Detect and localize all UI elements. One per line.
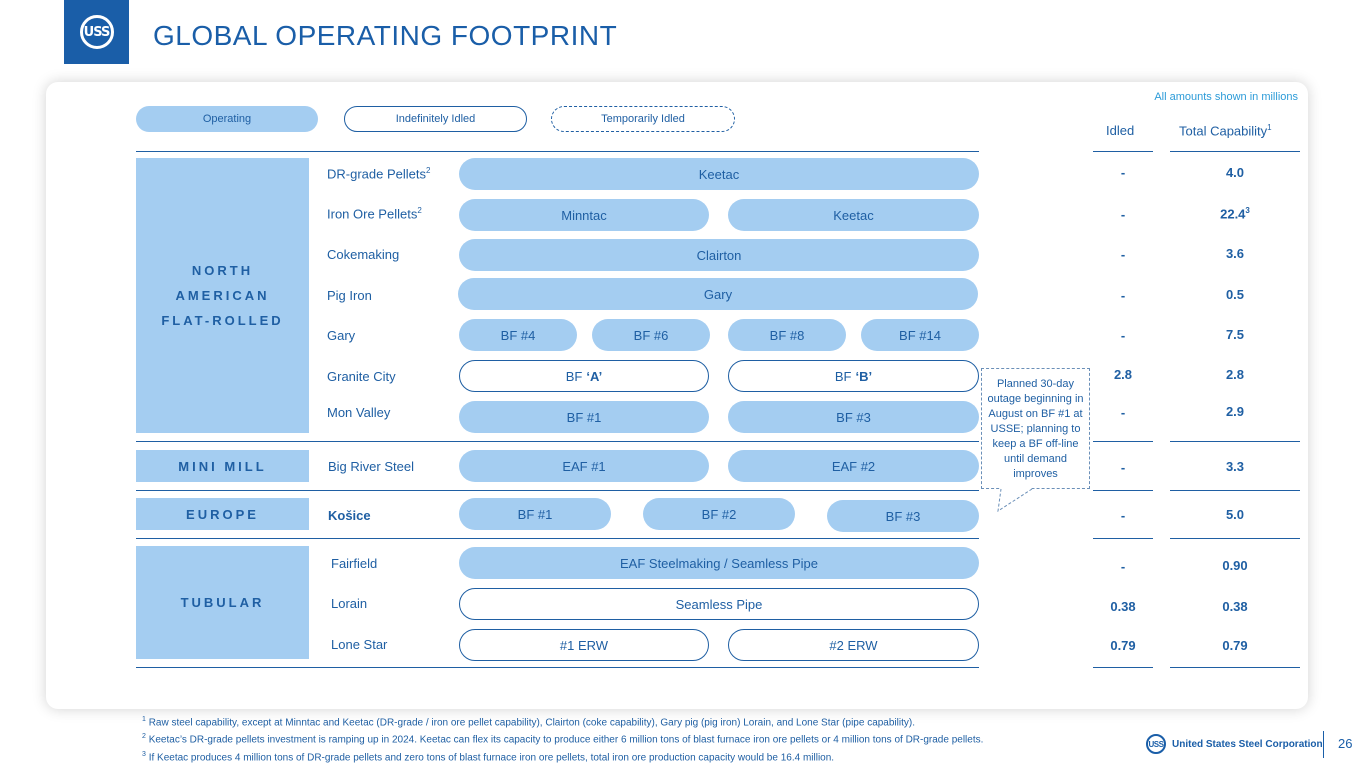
divider: [1170, 538, 1300, 539]
furnace-bf-14: BF #14: [861, 319, 979, 351]
segment-europe: EUROPE: [136, 498, 309, 530]
facility-clairton: Clairton: [459, 239, 979, 271]
divider: [1093, 151, 1153, 152]
uss-logo-small: USS: [1146, 734, 1166, 754]
idled-value: 2.8: [1113, 367, 1133, 382]
idled-value: -: [1120, 508, 1126, 523]
divider: [1170, 490, 1300, 491]
furnace-bf-6: BF #6: [592, 319, 710, 351]
idled-value: -: [1120, 559, 1126, 574]
footnote-3: $^3$ If Keetac produces 4 million tons of DR-grade pellets and zero tons of blast furnace iron ore pellets, total iron ore production capacity would be 16.4 million.: [142, 750, 835, 763]
idled-value: -: [1120, 247, 1126, 262]
total-value: 22.4$^3$: [1220, 206, 1250, 222]
furnace-bf-a: BF ‘A’: [459, 360, 709, 392]
furnace-bf-b: BF ‘B’: [728, 360, 979, 392]
furnace-eaf-2: EAF #2: [728, 450, 979, 482]
divider: [1093, 441, 1153, 442]
row-label-mon-valley: Mon Valley: [327, 405, 391, 420]
segment-mini-mill: MINI MILL: [136, 450, 309, 482]
uss-logo-mark: USS: [80, 15, 114, 49]
total-value: 5.0: [1225, 507, 1245, 522]
total-value: 3.6: [1225, 246, 1245, 261]
footer-divider: [1323, 731, 1324, 758]
row-label-lorain: Lorain: [331, 596, 368, 611]
row-label-pig-iron: Pig Iron: [327, 288, 372, 303]
idled-value: -: [1120, 207, 1126, 222]
page-title: GLOBAL OPERATING FOOTPRINT: [153, 20, 618, 51]
column-header-total-capability: Total Capability$^1$: [1179, 123, 1272, 139]
divider: [1093, 667, 1153, 668]
total-value: 3.3: [1225, 459, 1245, 474]
idled-value: -: [1120, 405, 1126, 420]
outage-callout: Planned 30-day outage beginning in August on BF #1 at USSE; planning to keep a BF off-line until demand improves: [981, 368, 1090, 489]
row-label-big-river-steel: Big River Steel: [328, 459, 414, 474]
facility-seamless-pipe: Seamless Pipe: [459, 588, 979, 620]
row-label-cokemaking: Cokemaking: [327, 247, 400, 262]
total-value: 0.79: [1222, 638, 1248, 653]
total-value: 0.38: [1222, 599, 1248, 614]
furnace-eaf-1: EAF #1: [459, 450, 709, 482]
total-value: 0.5: [1225, 287, 1245, 302]
idled-value: -: [1120, 460, 1126, 475]
facility-keetac-dr: Keetac: [459, 158, 979, 190]
divider: [1170, 441, 1300, 442]
segment-tubular: TUBULAR: [136, 546, 309, 659]
row-label-granite-city: Granite City: [327, 369, 396, 384]
divider: [1170, 667, 1300, 668]
row-label-iron-ore-pellets: Iron Ore Pellets$^2$: [327, 206, 422, 222]
facility-1-erw: #1 ERW: [459, 629, 709, 661]
total-value: 7.5: [1225, 327, 1245, 342]
furnace-bf-3: BF #3: [827, 500, 979, 532]
units-note: All amounts shown in millions: [1154, 91, 1298, 103]
divider: [1093, 538, 1153, 539]
facility-eaf-steelmaking-seamless-pipe: EAF Steelmaking / Seamless Pipe: [459, 547, 979, 579]
divider: [136, 538, 979, 539]
segment-north-american-flat-rolled: NORTH AMERICAN FLAT-ROLLED: [136, 158, 309, 433]
divider: [136, 667, 979, 668]
footnote-1: $^1$ Raw steel capability, except at Minntac and Keetac (DR-grade / iron ore pellet capability), Clairton (coke capability), Gary pig (pig iron) Lorain, and Lone Star (pipe capability).: [142, 716, 915, 729]
idled-value: -: [1120, 165, 1126, 180]
facility-gary-pig-iron: Gary: [458, 278, 978, 310]
facility-minntac: Minntac: [459, 199, 709, 231]
row-label-dr-grade-pellets: DR-grade Pellets$^2$: [327, 166, 431, 182]
total-value: 0.90: [1222, 558, 1248, 573]
footnote-2: $^2$ Keetac’s DR-grade pellets investment is ramping up in 2024. Keetac can flex its capacity to produce either 6 million tons of blast furnace iron ore pellets or 4 million tons of DR-grade pellets.: [142, 733, 984, 746]
total-value: 4.0: [1225, 165, 1245, 180]
total-value: 2.9: [1225, 404, 1245, 419]
company-name: United States Steel Corporation: [1172, 738, 1323, 750]
furnace-bf-3: BF #3: [728, 401, 979, 433]
divider: [136, 441, 979, 442]
uss-logo: [64, 0, 129, 64]
row-label-lone-star: Lone Star: [331, 637, 388, 652]
row-label-kosice: Košice: [328, 508, 371, 523]
legend-indefinitely-idled: Indefinitely Idled: [344, 106, 527, 132]
divider: [1170, 151, 1300, 152]
idled-value: -: [1120, 288, 1126, 303]
furnace-bf-4: BF #4: [459, 319, 577, 351]
furnace-bf-1: BF #1: [459, 401, 709, 433]
row-label-fairfield: Fairfield: [331, 556, 378, 571]
page-number: 26: [1338, 736, 1353, 751]
furnace-bf-1: BF #1: [459, 498, 611, 530]
facility-keetac: Keetac: [728, 199, 979, 231]
legend-operating: Operating: [136, 106, 318, 132]
furnace-bf-8: BF #8: [728, 319, 846, 351]
callout-pointer: [996, 488, 1036, 514]
idled-value: 0.79: [1110, 638, 1136, 653]
divider: [136, 490, 979, 491]
furnace-bf-2: BF #2: [643, 498, 795, 530]
idled-value: -: [1120, 328, 1126, 343]
idled-value: 0.38: [1110, 599, 1136, 614]
column-header-idled: Idled: [1106, 123, 1135, 138]
legend-temporarily-idled: Temporarily Idled: [551, 106, 735, 132]
facility-2-erw: #2 ERW: [728, 629, 979, 661]
footnotes: [142, 713, 983, 765]
brand-footer: [1146, 734, 1323, 754]
divider: [136, 151, 979, 152]
divider: [1093, 490, 1153, 491]
row-label-gary: Gary: [327, 328, 356, 343]
total-value: 2.8: [1225, 367, 1245, 382]
